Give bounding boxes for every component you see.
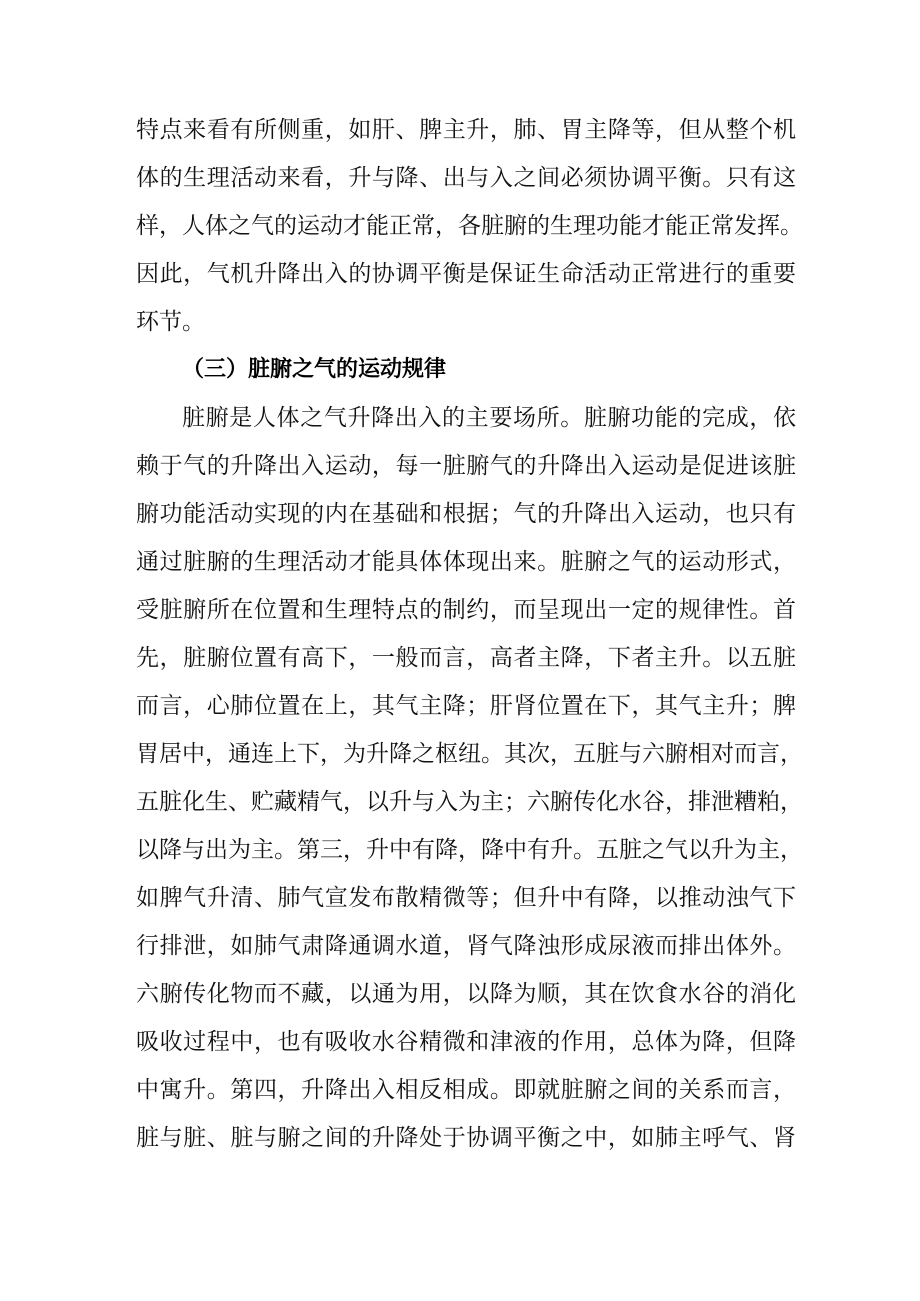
- paragraph-line: 以降与出为主。第三，升中有降，降中有升。五脏之气以升为主，: [136, 837, 803, 863]
- paragraph-line: 样，人体之气的运动才能正常，各脏腑的生理功能才能正常发挥。: [136, 213, 803, 239]
- paragraph-line: 腑功能活动实现的内在基础和根据；气的升降出入运动，也只有: [136, 501, 796, 527]
- paragraph-line: 特点来看有所侧重，如肝、脾主升，肺、胃主降等，但从整个机: [136, 117, 796, 143]
- paragraph-line: 吸收过程中，也有吸收水谷精微和津液的作用，总体为降，但降: [136, 1029, 796, 1055]
- paragraph-line: 行排泄，如肺气肃降通调水道，肾气降浊形成尿液而排出体外。: [136, 933, 796, 959]
- paragraph-line: 脏与脏、脏与腑之间的升降处于协调平衡之中，如肺主呼气、肾: [136, 1125, 796, 1151]
- paragraph-line: 环节。: [136, 309, 205, 335]
- paragraph-line: 胃居中，通连上下，为升降之枢纽。其次，五脏与六腑相对而言，: [136, 741, 803, 767]
- section-heading: （三）脏腑之气的运动规律: [182, 357, 447, 382]
- paragraph-line: 如脾气升清、肺气宣发布散精微等；但升中有降，以推动浊气下: [136, 885, 796, 911]
- paragraph-line: 中寓升。第四，升降出入相反相成。即就脏腑之间的关系而言，: [136, 1077, 796, 1103]
- paragraph-line: 赖于气的升降出入运动，每一脏腑气的升降出入运动是促进该脏: [136, 453, 796, 479]
- paragraph-line: 受脏腑所在位置和生理特点的制约，而呈现出一定的规律性。首: [136, 597, 796, 623]
- document-body: [136, 106, 803, 1162]
- paragraph-line: 六腑传化物而不藏，以通为用，以降为顺，其在饮食水谷的消化: [136, 981, 796, 1007]
- paragraph-line: 因此，气机升降出入的协调平衡是保证生命活动正常进行的重要: [136, 261, 796, 287]
- paragraph-1: [136, 106, 803, 346]
- paragraph-2: [136, 394, 803, 1162]
- paragraph-line: 而言，心肺位置在上，其气主降；肝肾位置在下，其气主升；脾: [136, 693, 796, 719]
- paragraph-line: 先，脏腑位置有高下，一般而言，高者主降，下者主升。以五脏: [136, 645, 796, 671]
- paragraph-line: 五脏化生、贮藏精气，以升与入为主；六腑传化水谷，排泄糟粕，: [136, 789, 803, 815]
- paragraph-line: 体的生理活动来看，升与降、出与入之间必须协调平衡。只有这: [136, 165, 796, 191]
- paragraph-line: 通过脏腑的生理活动才能具体体现出来。脏腑之气的运动形式，: [136, 549, 796, 575]
- paragraph-line: 脏腑是人体之气升降出入的主要场所。脏腑功能的完成，依: [182, 405, 796, 431]
